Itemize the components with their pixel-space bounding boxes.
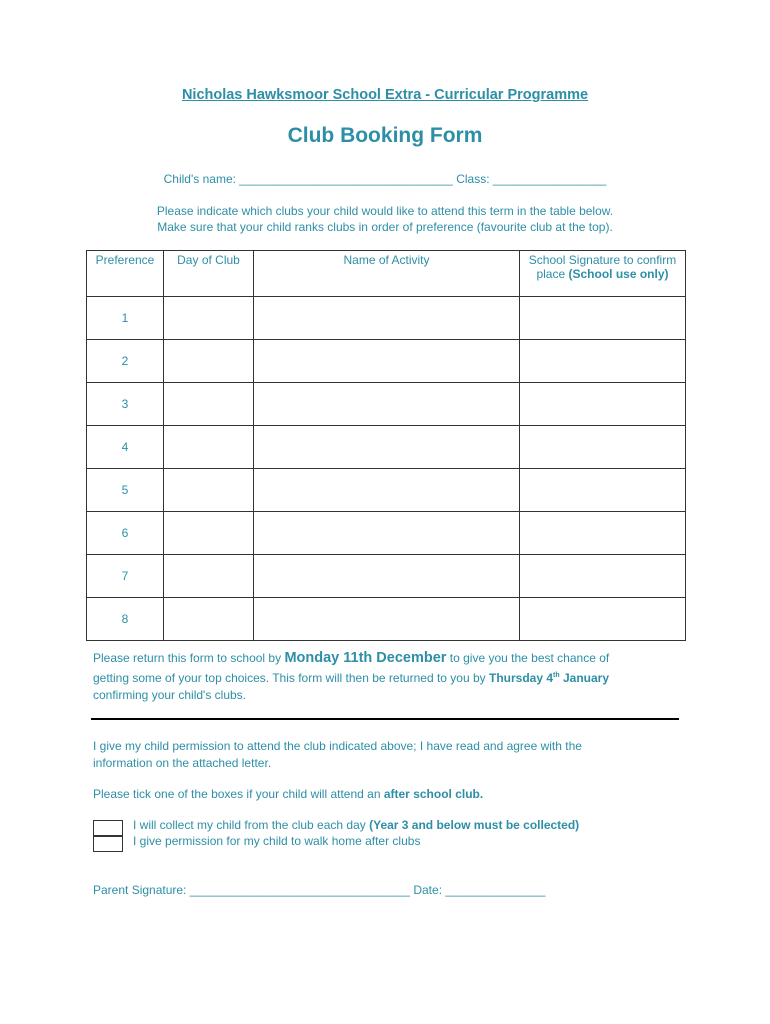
table-row bbox=[87, 469, 686, 512]
permission-line-2: information on the attached letter. bbox=[93, 756, 272, 770]
class-label: Class: bbox=[456, 172, 490, 186]
day-cell[interactable] bbox=[164, 555, 254, 598]
tick-instruction-emphasis: after school club. bbox=[383, 787, 484, 801]
return-deadline: Monday 11th December bbox=[284, 650, 447, 666]
walk-home-option: I give permission for my child to walk home after clubs bbox=[133, 834, 421, 848]
return-date-day: Thursday 4 bbox=[489, 671, 554, 685]
activity-cell[interactable] bbox=[254, 297, 520, 340]
divider bbox=[91, 718, 679, 720]
return-note-text: confirming your child's clubs. bbox=[93, 688, 247, 702]
return-date-month: January bbox=[562, 671, 610, 685]
signature-cell[interactable] bbox=[520, 555, 686, 598]
instructions-line-1: Please indicate which clubs your child would like to attend this term in the table below. bbox=[156, 204, 614, 218]
day-cell[interactable] bbox=[164, 383, 254, 426]
activity-cell[interactable] bbox=[254, 598, 520, 641]
parent-signature-label: Parent Signature: bbox=[93, 883, 187, 897]
table-row bbox=[87, 426, 686, 469]
preference-number: 1 bbox=[87, 297, 164, 340]
col-day: Day of Club bbox=[164, 251, 254, 297]
col-signature-note: (School use only) bbox=[568, 267, 669, 281]
table-header-row bbox=[87, 251, 686, 297]
preference-number: 7 bbox=[87, 555, 164, 598]
return-note bbox=[93, 650, 683, 704]
preference-number: 2 bbox=[87, 340, 164, 383]
table-row bbox=[87, 598, 686, 641]
table-row bbox=[87, 383, 686, 426]
preference-number: 5 bbox=[87, 469, 164, 512]
return-date-suffix: th bbox=[553, 672, 560, 679]
col-signature-text: School Signature to confirm place bbox=[528, 253, 677, 281]
activity-cell[interactable] bbox=[254, 426, 520, 469]
signature-cell[interactable] bbox=[520, 340, 686, 383]
return-note-text: Please return this form to school by bbox=[93, 651, 282, 665]
preference-number: 8 bbox=[87, 598, 164, 641]
table-row bbox=[87, 512, 686, 555]
walk-home-checkbox[interactable] bbox=[93, 835, 123, 852]
club-preference-table bbox=[86, 250, 686, 641]
return-date bbox=[489, 671, 609, 685]
table-row bbox=[87, 555, 686, 598]
activity-cell[interactable] bbox=[254, 512, 520, 555]
child-name-field[interactable]: ________________________________ bbox=[239, 172, 453, 186]
instructions-line-2: Make sure that your child ranks clubs in order of preference (favourite club at the top). bbox=[157, 220, 613, 234]
day-cell[interactable] bbox=[164, 297, 254, 340]
day-cell[interactable] bbox=[164, 469, 254, 512]
activity-cell[interactable] bbox=[254, 383, 520, 426]
date-field[interactable]: _______________ bbox=[445, 883, 546, 897]
activity-cell[interactable] bbox=[254, 340, 520, 383]
tick-instruction-text: Please tick one of the boxes if your child will attend an bbox=[93, 787, 381, 801]
signature-cell[interactable] bbox=[520, 512, 686, 555]
form-header: Nicholas Hawksmoor School Extra - Curricular Programme bbox=[181, 87, 589, 103]
day-cell[interactable] bbox=[164, 512, 254, 555]
table-row bbox=[87, 297, 686, 340]
activity-cell[interactable] bbox=[254, 469, 520, 512]
col-preference: Preference bbox=[87, 251, 164, 297]
tick-instruction bbox=[93, 786, 683, 803]
child-name-label: Child's name: bbox=[163, 172, 236, 186]
col-activity: Name of Activity bbox=[254, 251, 520, 297]
day-cell[interactable] bbox=[164, 340, 254, 383]
preference-number: 6 bbox=[87, 512, 164, 555]
collect-option-note: (Year 3 and below must be collected) bbox=[369, 818, 580, 832]
permission-line-1: I give my child permission to attend the club indicated above; I have read and agree with the bbox=[93, 739, 582, 753]
date-label: Date: bbox=[413, 883, 443, 897]
preference-number: 3 bbox=[87, 383, 164, 426]
table-row bbox=[87, 340, 686, 383]
preference-number: 4 bbox=[87, 426, 164, 469]
col-signature bbox=[520, 251, 686, 297]
signature-cell[interactable] bbox=[520, 469, 686, 512]
return-note-text: to give you the best chance of bbox=[449, 651, 610, 665]
return-note-text: getting some of your top choices. This form will then be returned to you by bbox=[93, 671, 486, 685]
signature-cell[interactable] bbox=[520, 426, 686, 469]
child-name-line bbox=[0, 172, 770, 186]
signature-cell[interactable] bbox=[520, 383, 686, 426]
activity-cell[interactable] bbox=[254, 555, 520, 598]
collect-option-label: I will collect my child from the club each day bbox=[133, 818, 366, 832]
day-cell[interactable] bbox=[164, 598, 254, 641]
parent-signature-field[interactable]: _________________________________ bbox=[189, 883, 410, 897]
page-title: Club Booking Form bbox=[287, 124, 483, 147]
collect-option bbox=[133, 818, 579, 832]
signature-cell[interactable] bbox=[520, 297, 686, 340]
class-field[interactable]: _________________ bbox=[492, 172, 607, 186]
signature-cell[interactable] bbox=[520, 598, 686, 641]
day-cell[interactable] bbox=[164, 426, 254, 469]
permission-text bbox=[93, 738, 683, 772]
parent-signature-line bbox=[93, 883, 545, 897]
